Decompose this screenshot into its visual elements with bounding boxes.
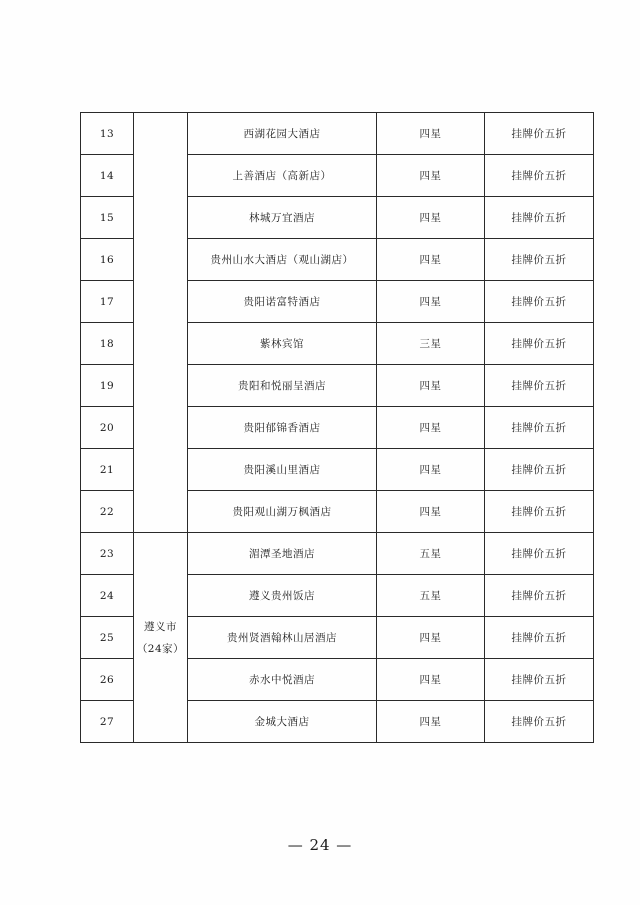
hotel-name: 赤水中悦酒店 xyxy=(188,659,377,701)
table-row xyxy=(81,533,594,575)
hotel-name: 贵阳郁锦香酒店 xyxy=(188,407,377,449)
hotel-name: 林城万宜酒店 xyxy=(188,197,377,239)
discount: 挂牌价五折 xyxy=(485,281,594,323)
city-name: 遵义市 xyxy=(144,620,177,633)
star-rating: 四星 xyxy=(377,659,485,701)
star-rating: 五星 xyxy=(377,575,485,617)
hotel-name: 紫林宾馆 xyxy=(188,323,377,365)
row-number: 16 xyxy=(81,239,134,281)
discount: 挂牌价五折 xyxy=(485,659,594,701)
star-rating: 四星 xyxy=(377,617,485,659)
row-number: 21 xyxy=(81,449,134,491)
hotel-name: 上善酒店（高新店） xyxy=(188,155,377,197)
star-rating: 五星 xyxy=(377,533,485,575)
hotel-name: 贵阳和悦丽呈酒店 xyxy=(188,365,377,407)
star-rating: 四星 xyxy=(377,113,485,155)
city-cell-continued xyxy=(134,113,188,533)
discount: 挂牌价五折 xyxy=(485,449,594,491)
star-rating: 四星 xyxy=(377,407,485,449)
star-rating: 四星 xyxy=(377,449,485,491)
row-number: 20 xyxy=(81,407,134,449)
hotel-name: 贵阳观山湖万枫酒店 xyxy=(188,491,377,533)
discount: 挂牌价五折 xyxy=(485,533,594,575)
row-number: 27 xyxy=(81,701,134,743)
hotel-name: 西湖花园大酒店 xyxy=(188,113,377,155)
row-number: 24 xyxy=(81,575,134,617)
hotel-name: 贵阳诺富特酒店 xyxy=(188,281,377,323)
discount: 挂牌价五折 xyxy=(485,323,594,365)
discount: 挂牌价五折 xyxy=(485,407,594,449)
star-rating: 四星 xyxy=(377,197,485,239)
discount: 挂牌价五折 xyxy=(485,239,594,281)
hotel-name: 遵义贵州饭店 xyxy=(188,575,377,617)
hotel-name: 湄潭圣地酒店 xyxy=(188,533,377,575)
row-number: 25 xyxy=(81,617,134,659)
hotel-name: 金城大酒店 xyxy=(188,701,377,743)
row-number: 19 xyxy=(81,365,134,407)
star-rating: 三星 xyxy=(377,323,485,365)
hotel-name: 贵阳溪山里酒店 xyxy=(188,449,377,491)
page-number: — 24 — xyxy=(287,836,353,854)
hotel-discount-table xyxy=(80,112,594,743)
star-rating: 四星 xyxy=(377,365,485,407)
star-rating: 四星 xyxy=(377,281,485,323)
row-number: 15 xyxy=(81,197,134,239)
row-number: 22 xyxy=(81,491,134,533)
hotel-name: 贵州山水大酒店（观山湖店） xyxy=(188,239,377,281)
city-hotel-count: （24家） xyxy=(136,642,185,655)
star-rating: 四星 xyxy=(377,491,485,533)
star-rating: 四星 xyxy=(377,239,485,281)
discount: 挂牌价五折 xyxy=(485,365,594,407)
discount: 挂牌价五折 xyxy=(485,575,594,617)
hotel-name: 贵州贤酒翰林山居酒店 xyxy=(188,617,377,659)
discount: 挂牌价五折 xyxy=(485,155,594,197)
row-number: 14 xyxy=(81,155,134,197)
discount: 挂牌价五折 xyxy=(485,113,594,155)
city-cell-zunyi xyxy=(134,533,188,743)
star-rating: 四星 xyxy=(377,701,485,743)
discount: 挂牌价五折 xyxy=(485,701,594,743)
discount: 挂牌价五折 xyxy=(485,197,594,239)
discount: 挂牌价五折 xyxy=(485,617,594,659)
discount: 挂牌价五折 xyxy=(485,491,594,533)
row-number: 18 xyxy=(81,323,134,365)
table-row xyxy=(81,113,594,155)
row-number: 13 xyxy=(81,113,134,155)
row-number: 17 xyxy=(81,281,134,323)
star-rating: 四星 xyxy=(377,155,485,197)
row-number: 26 xyxy=(81,659,134,701)
row-number: 23 xyxy=(81,533,134,575)
